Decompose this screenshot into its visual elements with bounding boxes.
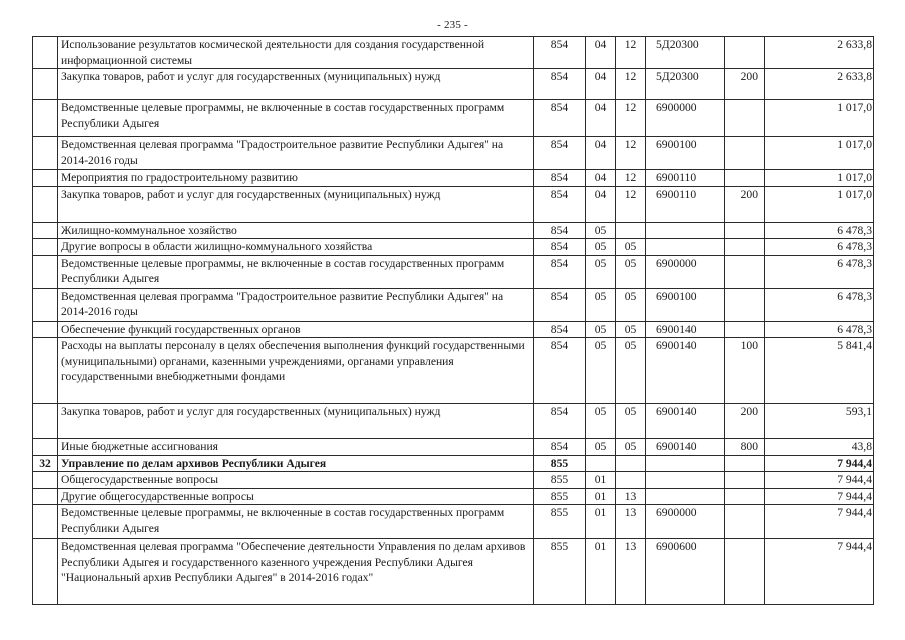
expense-name-cell: Ведомственная целевая программа "Градостроительное развитие Республики Адыгея" на 2014-2016 годы xyxy=(58,137,534,170)
amount-cell: 43,8 xyxy=(765,439,874,456)
target-article-code-cell: 5Д20300 xyxy=(646,69,725,100)
target-article-code-cell: 6900110 xyxy=(646,186,725,222)
target-article-code-cell: 6900600 xyxy=(646,539,725,605)
table-row xyxy=(33,239,874,256)
expense-type-code-cell: 100 xyxy=(725,338,765,404)
department-code-cell: 854 xyxy=(534,170,586,187)
expense-name-cell: Закупка товаров, работ и услуг для государственных (муниципальных) нужд xyxy=(58,404,534,439)
table-row xyxy=(33,288,874,321)
subsection-code-cell: 12 xyxy=(616,170,646,187)
expense-name-cell: Расходы на выплаты персоналу в целях обеспечения выполнения функций государственными (муниципальными) органами, казенными учреждениями, органами управления государственными внебюджетными фондами xyxy=(58,338,534,404)
section-code-cell: 05 xyxy=(586,321,616,338)
expense-type-code-cell xyxy=(725,288,765,321)
expense-name-cell: Закупка товаров, работ и услуг для государственных (муниципальных) нужд xyxy=(58,69,534,100)
amount-cell: 7 944,4 xyxy=(765,539,874,605)
amount-cell: 7 944,4 xyxy=(765,472,874,489)
department-code-cell: 854 xyxy=(534,321,586,338)
section-code-cell: 05 xyxy=(586,338,616,404)
department-code-cell: 854 xyxy=(534,239,586,256)
amount-cell: 1 017,0 xyxy=(765,186,874,222)
page-number: - 235 - xyxy=(437,19,468,31)
target-article-code-cell: 6900100 xyxy=(646,137,725,170)
expense-name-cell: Общегосударственные вопросы xyxy=(58,472,534,489)
table-row xyxy=(33,338,874,404)
table-row xyxy=(33,539,874,605)
table-row xyxy=(33,439,874,456)
expense-name-cell: Ведомственные целевые программы, не включенные в состав государственных программ Республики Адыгея xyxy=(58,100,534,137)
amount-cell: 6 478,3 xyxy=(765,321,874,338)
table-row xyxy=(33,472,874,489)
section-code-cell: 05 xyxy=(586,239,616,256)
row-number-cell xyxy=(33,472,58,489)
row-number-cell xyxy=(33,338,58,404)
section-code-cell: 05 xyxy=(586,255,616,288)
expense-name-cell: Использование результатов космической деятельности для создания государственной информационной системы xyxy=(58,37,534,69)
amount-cell: 2 633,8 xyxy=(765,37,874,69)
subsection-code-cell: 13 xyxy=(616,505,646,539)
expense-type-code-cell xyxy=(725,255,765,288)
subsection-code-cell: 05 xyxy=(616,321,646,338)
subsection-code-cell: 05 xyxy=(616,255,646,288)
amount-cell: 7 944,4 xyxy=(765,488,874,505)
amount-cell: 6 478,3 xyxy=(765,255,874,288)
table-body xyxy=(33,37,874,605)
target-article-code-cell xyxy=(646,455,725,472)
amount-cell: 7 944,4 xyxy=(765,505,874,539)
section-code-cell: 01 xyxy=(586,505,616,539)
expense-name-cell: Иные бюджетные ассигнования xyxy=(58,439,534,456)
expense-type-code-cell: 200 xyxy=(725,404,765,439)
section-code-cell: 05 xyxy=(586,404,616,439)
subsection-code-cell: 05 xyxy=(616,239,646,256)
table-row xyxy=(33,100,874,137)
table-row xyxy=(33,137,874,170)
subsection-code-cell: 13 xyxy=(616,488,646,505)
row-number-cell: 32 xyxy=(33,455,58,472)
expense-type-code-cell: 200 xyxy=(725,69,765,100)
department-code-cell: 855 xyxy=(534,455,586,472)
target-article-code-cell: 6900140 xyxy=(646,404,725,439)
department-code-cell: 855 xyxy=(534,505,586,539)
budget-table xyxy=(32,36,874,605)
section-code-cell: 04 xyxy=(586,69,616,100)
section-code-cell: 04 xyxy=(586,100,616,137)
target-article-code-cell: 6900000 xyxy=(646,505,725,539)
row-number-cell xyxy=(33,255,58,288)
target-article-code-cell xyxy=(646,239,725,256)
row-number-cell xyxy=(33,539,58,605)
target-article-code-cell: 6900000 xyxy=(646,100,725,137)
row-number-cell xyxy=(33,186,58,222)
section-code-cell: 04 xyxy=(586,186,616,222)
department-code-cell: 855 xyxy=(534,539,586,605)
row-number-cell xyxy=(33,100,58,137)
subsection-code-cell: 12 xyxy=(616,69,646,100)
table-row xyxy=(33,255,874,288)
expense-type-code-cell xyxy=(725,170,765,187)
department-code-cell: 855 xyxy=(534,488,586,505)
department-code-cell: 855 xyxy=(534,472,586,489)
row-number-cell xyxy=(33,488,58,505)
target-article-code-cell: 6900140 xyxy=(646,338,725,404)
department-code-cell: 854 xyxy=(534,186,586,222)
row-number-cell xyxy=(33,37,58,69)
row-number-cell xyxy=(33,137,58,170)
section-code-cell: 05 xyxy=(586,439,616,456)
expense-name-cell: Ведомственная целевая программа "Обеспечение деятельности Управления по делам архивов Республики Адыгея и государственного казенного учреждения Республики Адыгея "Национальный архив Республики Адыгея" в 2014-2016 годах" xyxy=(58,539,534,605)
table-row xyxy=(33,455,874,472)
target-article-code-cell: 6900140 xyxy=(646,321,725,338)
target-article-code-cell xyxy=(646,222,725,239)
section-code-cell: 01 xyxy=(586,488,616,505)
section-code-cell: 05 xyxy=(586,288,616,321)
expense-type-code-cell xyxy=(725,455,765,472)
subsection-code-cell: 05 xyxy=(616,338,646,404)
amount-cell: 593,1 xyxy=(765,404,874,439)
subsection-code-cell xyxy=(616,472,646,489)
expense-name-cell: Другие вопросы в области жилищно-коммунального хозяйства xyxy=(58,239,534,256)
department-code-cell: 854 xyxy=(534,137,586,170)
amount-cell: 1 017,0 xyxy=(765,100,874,137)
subsection-code-cell: 05 xyxy=(616,439,646,456)
subsection-code-cell: 12 xyxy=(616,37,646,69)
table-row xyxy=(33,321,874,338)
expense-type-code-cell xyxy=(725,505,765,539)
department-code-cell: 854 xyxy=(534,100,586,137)
table-row xyxy=(33,222,874,239)
department-code-cell: 854 xyxy=(534,222,586,239)
section-code-cell: 01 xyxy=(586,472,616,489)
subsection-code-cell: 05 xyxy=(616,404,646,439)
expense-name-cell: Ведомственная целевая программа "Градостроительное развитие Республики Адыгея" на 2014-2016 годы xyxy=(58,288,534,321)
expense-name-cell: Закупка товаров, работ и услуг для государственных (муниципальных) нужд xyxy=(58,186,534,222)
target-article-code-cell xyxy=(646,472,725,489)
amount-cell: 5 841,4 xyxy=(765,338,874,404)
table-row xyxy=(33,69,874,100)
amount-cell: 6 478,3 xyxy=(765,288,874,321)
target-article-code-cell: 5Д20300 xyxy=(646,37,725,69)
expense-name-cell: Мероприятия по градостроительному развитию xyxy=(58,170,534,187)
table-row xyxy=(33,37,874,69)
amount-cell: 6 478,3 xyxy=(765,222,874,239)
expense-type-code-cell: 800 xyxy=(725,439,765,456)
department-code-cell: 854 xyxy=(534,404,586,439)
row-number-cell xyxy=(33,404,58,439)
subsection-code-cell: 13 xyxy=(616,539,646,605)
subsection-code-cell: 05 xyxy=(616,288,646,321)
section-code-cell: 05 xyxy=(586,222,616,239)
subsection-code-cell xyxy=(616,222,646,239)
target-article-code-cell xyxy=(646,488,725,505)
section-code-cell: 01 xyxy=(586,539,616,605)
section-code-cell: 04 xyxy=(586,137,616,170)
expense-name-cell: Ведомственные целевые программы, не включенные в состав государственных программ Республики Адыгея xyxy=(58,255,534,288)
subsection-code-cell: 12 xyxy=(616,186,646,222)
amount-cell: 7 944,4 xyxy=(765,455,874,472)
target-article-code-cell: 6900000 xyxy=(646,255,725,288)
department-code-cell: 854 xyxy=(534,338,586,404)
department-code-cell: 854 xyxy=(534,69,586,100)
expense-type-code-cell xyxy=(725,222,765,239)
table-row xyxy=(33,488,874,505)
table-row xyxy=(33,170,874,187)
expense-type-code-cell xyxy=(725,37,765,69)
subsection-code-cell: 12 xyxy=(616,100,646,137)
table-row xyxy=(33,186,874,222)
row-number-cell xyxy=(33,69,58,100)
row-number-cell xyxy=(33,288,58,321)
department-code-cell: 854 xyxy=(534,255,586,288)
expense-name-cell: Ведомственные целевые программы, не включенные в состав государственных программ Республики Адыгея xyxy=(58,505,534,539)
expense-type-code-cell xyxy=(725,239,765,256)
expense-name-cell: Другие общегосударственные вопросы xyxy=(58,488,534,505)
table-row xyxy=(33,505,874,539)
expense-name-cell: Обеспечение функций государственных органов xyxy=(58,321,534,338)
row-number-cell xyxy=(33,222,58,239)
row-number-cell xyxy=(33,321,58,338)
target-article-code-cell: 6900140 xyxy=(646,439,725,456)
table-row xyxy=(33,404,874,439)
expense-type-code-cell xyxy=(725,100,765,137)
subsection-code-cell xyxy=(616,455,646,472)
section-code-cell xyxy=(586,455,616,472)
expense-type-code-cell xyxy=(725,539,765,605)
expense-type-code-cell xyxy=(725,321,765,338)
expense-type-code-cell xyxy=(725,137,765,170)
row-number-cell xyxy=(33,439,58,456)
amount-cell: 1 017,0 xyxy=(765,137,874,170)
section-code-cell: 04 xyxy=(586,170,616,187)
amount-cell: 1 017,0 xyxy=(765,170,874,187)
expense-type-code-cell: 200 xyxy=(725,186,765,222)
amount-cell: 6 478,3 xyxy=(765,239,874,256)
row-number-cell xyxy=(33,505,58,539)
expense-type-code-cell xyxy=(725,472,765,489)
target-article-code-cell: 6900110 xyxy=(646,170,725,187)
expense-name-cell: Управление по делам архивов Республики Адыгея xyxy=(58,455,534,472)
row-number-cell xyxy=(33,239,58,256)
department-code-cell: 854 xyxy=(534,37,586,69)
target-article-code-cell: 6900100 xyxy=(646,288,725,321)
department-code-cell: 854 xyxy=(534,439,586,456)
subsection-code-cell: 12 xyxy=(616,137,646,170)
expense-name-cell: Жилищно-коммунальное хозяйство xyxy=(58,222,534,239)
expense-type-code-cell xyxy=(725,488,765,505)
row-number-cell xyxy=(33,170,58,187)
amount-cell: 2 633,8 xyxy=(765,69,874,100)
department-code-cell: 854 xyxy=(534,288,586,321)
section-code-cell: 04 xyxy=(586,37,616,69)
